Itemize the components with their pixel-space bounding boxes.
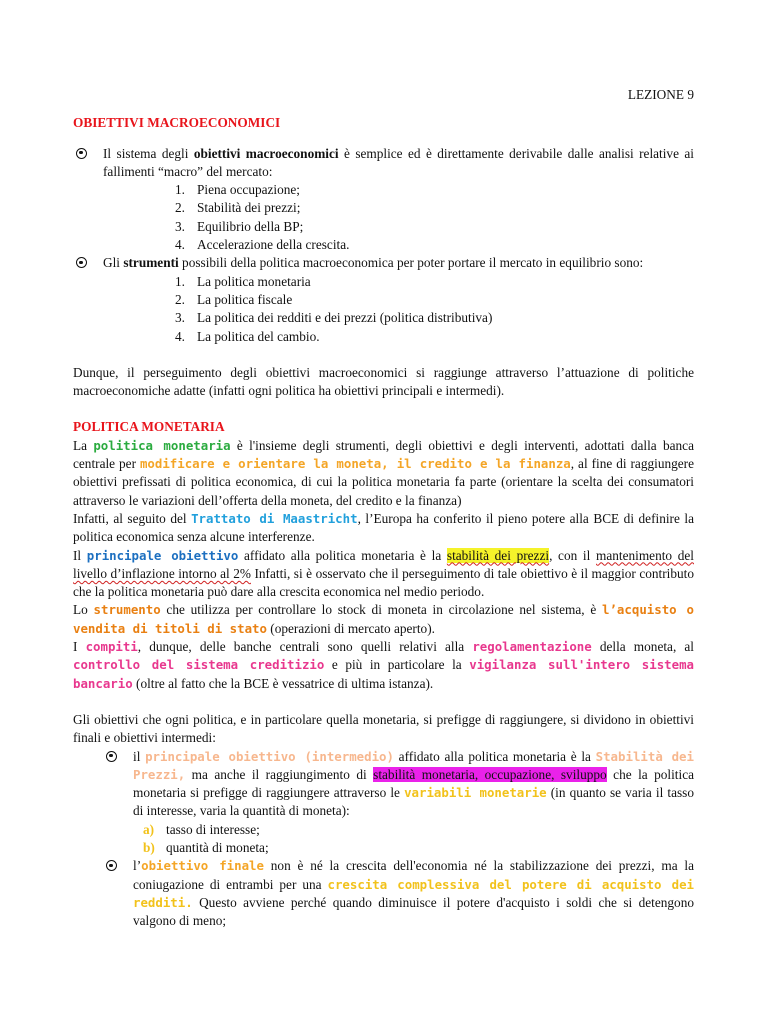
list-item: b) quantità di moneta; <box>143 839 269 855</box>
paragraph-maastricht: Infatti, al seguito del Trattato di Maastricht, l’Europa ha conferito il pieno potere alla BCE di definire la politica economica senza alcune interferenze. <box>73 510 694 545</box>
conclusion-paragraph: Dunque, il perseguimento degli obiettivi macroeconomici si raggiunge attraverso l’attuazione di politiche macroeconomiche adatte (infatti ogni politica ha obiettivi principali e intermedi). <box>73 364 694 399</box>
bullet-intermediate-objective: il principale obiettivo (intermedio) affidato alla politica monetaria è la Stabilità dei Prezzi, ma anche il raggiungimento di stabilità monetaria, occupazione, sviluppo che la politica monetaria si prefigge di raggiungere attraverso le variabili monetarie (in quanto se varia il tasso di interesse, varia la quantità di moneta): <box>103 748 694 821</box>
bullet-objectives: Il sistema degli obiettivi macroeconomici è semplice ed è direttamente derivabile dalle analisi relative ai fallimenti “macro” del mercato: <box>73 145 694 182</box>
paragraph-instrument: Lo strumento che utilizza per controllare lo stock di moneta in circolazione nel sistema, è l’acquisto o vendita di titoli di stato (operazioni di mercato aperto). <box>73 602 694 636</box>
list-item: 2. La politica fiscale <box>175 291 293 307</box>
paragraph-main-objective: Il principale obiettivo affidato alla politica monetaria è la stabilità dei prezzi, con il mantenimento del livello d’inflazione intorno al 2% Infatti, si è osservato che il perseguimento di tale obiettivo è il maggior contributo che la politica monetaria può dare alla crescita economica nel medio periodo. <box>73 547 695 600</box>
list-item: 4. La politica del cambio. <box>175 328 320 344</box>
paragraph-objectives-types: Gli obiettivi che ogni politica, e in particolare quella monetaria, si prefigge di raggiungere, si dividono in obiettivi finali e obiettivi intermedi: <box>73 711 694 746</box>
bullet-icon <box>73 145 103 182</box>
monetary-variables-list <box>73 821 694 858</box>
bullet-icon <box>73 254 103 272</box>
document-page <box>73 86 694 930</box>
paragraph-tasks: I compiti, dunque, delle banche centrali sono quelli relativi alla regolamentazione della moneta, al controllo del sistema creditizio e più in particolare la vigilanza sull'intero sistema bancario (oltre al fatto che la BCE è vessatrice di ultima istanza). <box>73 639 695 691</box>
list-item: 3. La politica dei redditi e dei prezzi (politica distributiva) <box>175 310 493 326</box>
list-item: 1. La politica monetaria <box>175 273 311 289</box>
lesson-number: LEZIONE 9 <box>627 87 694 102</box>
list-item: 2. Stabilità dei prezzi; <box>175 200 301 216</box>
bullet-icon <box>103 748 133 821</box>
bullet-final-objective: l’obiettivo finale non è né la crescita dell'economia né la stabilizzazione dei prezzi, ma la coniugazione di entrambi per una crescita complessiva del potere di acquisto dei redditi. Questo avviene perché quando diminuisce il potere d'acquisto i soldi che si detengono valgono di meno; <box>103 857 694 930</box>
instruments-list <box>73 273 694 346</box>
section-title-politica-monetaria: POLITICA MONETARIA <box>73 419 225 435</box>
list-item: a) tasso di interesse; <box>143 821 260 837</box>
list-item: 4. Accelerazione della crescita. <box>175 237 350 253</box>
bullet-instruments: Gli strumenti possibili della politica macroeconomica per poter portare il mercato in equilibrio sono: <box>73 254 694 272</box>
objectives-list <box>73 181 694 254</box>
section-title-obiettivi: OBIETTIVI MACROECONOMICI <box>73 115 281 131</box>
list-item: 1. Piena occupazione; <box>175 182 301 198</box>
paragraph-definition: La politica monetaria è l'insieme degli strumenti, degli obiettivi e degli interventi, adottati dalla banca centrale per modificare e orientare la moneta, il credito e la finanza, al fine di raggiungere obiettivi prefissati di politica economica, di cui la politica monetaria fa parte (orientare la scelta dei consumatori attraverso le variazioni dell’offerta della moneta, del credito e la finanza) <box>73 437 695 508</box>
list-item: 3. Equilibrio della BP; <box>175 218 304 234</box>
bullet-icon <box>103 857 133 930</box>
